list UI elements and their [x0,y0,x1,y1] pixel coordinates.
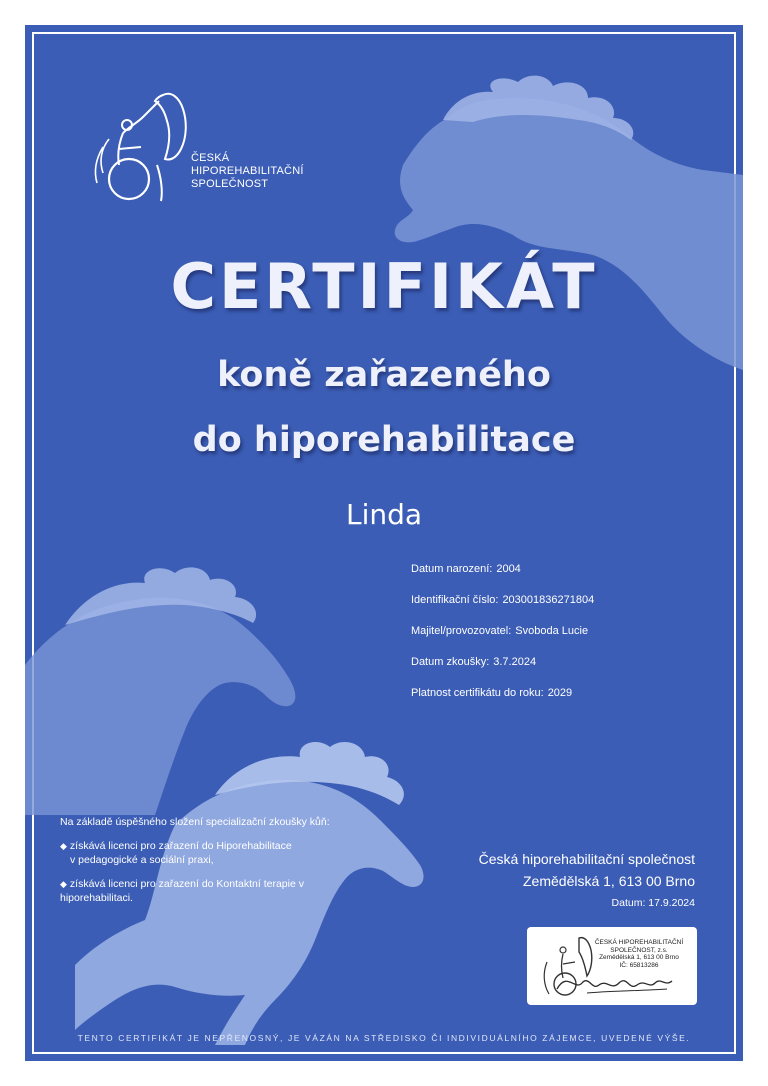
certificate [25,25,743,1061]
logo [83,87,303,207]
issue-date: Datum: 17.9.2024 [611,897,695,909]
horse-info-list [411,563,594,718]
basis-intro: Na základě úspěšného složení specializační zkoušky kůň: [60,816,330,828]
info-label: Identifikační číslo: [411,594,499,606]
horse-name: Linda [345,498,423,531]
logo-line-3: SPOLEČNOST [191,178,269,190]
stamp-line-3: Zemědělská 1, 613 00 Brno [599,954,679,961]
info-label: Datum narození: [411,563,493,575]
info-row-birth-date [411,563,594,594]
info-label: Platnost certifikátu do roku: [411,687,544,699]
stamp-line-4: IČ: 65813286 [619,961,659,969]
logo-line-1: ČESKÁ [191,152,230,164]
basis-item-2 [60,877,380,905]
license-basis [60,815,380,905]
info-row-id-number [411,594,594,625]
logo-line-2: HIPOREHABILITAČNÍ [191,165,304,177]
info-value: Svoboda Lucie [515,625,589,637]
info-row-owner [411,625,594,656]
basis-item-2-line-1: získává licenci pro zařazení do Kontaktní terapie v [69,878,304,890]
info-row-validity [411,687,594,718]
info-value: 2029 [547,687,573,699]
basis-item-1-line-2: v pedagogické a sociální praxi, [70,854,214,866]
footer-note: TENTO CERTIFIKÁT JE NEPŘENOSNÝ, JE VÁZÁN NA STŘEDISKO ČI INDIVIDUÁLNÍHO ZÁJEMCE, UVEDENÉ VÝŠE. [77,1033,691,1043]
basis-item-1-line-1: získává licenci pro zařazení do Hiporehabilitace [69,840,292,852]
diamond-bullet-icon: ◆ [60,841,67,851]
certificate-title: CERTIFIKÁT [170,250,598,323]
stamp-line-1: ČESKÁ HIPOREHABILITAČNÍ [594,939,684,946]
stamp-signature [527,927,697,1005]
basis-item-2-line-2: hiporehabilitaci. [60,892,133,904]
issuer-address: Zemědělská 1, 613 00 Brno [523,873,695,889]
info-label: Datum zkoušky: [411,656,490,668]
handwritten-signature [537,961,687,1001]
info-value: 203001836271804 [502,594,595,606]
info-value: 3.7.2024 [493,656,537,668]
issuer-name: Česká hiporehabilitační společnost [478,851,695,867]
info-value: 2004 [496,563,521,575]
issuer-block [479,848,695,912]
certificate-subtitle-line-1: koně zařazeného [217,355,551,395]
info-label: Majitel/provozovatel: [411,625,512,637]
logo-text [191,152,304,191]
info-row-exam-date [411,656,594,687]
diamond-bullet-icon: ◆ [60,879,67,889]
certificate-subtitle-line-2: do hiporehabilitace [192,420,576,460]
horse-top-right-illustration [343,70,743,380]
stamp-line-2: SPOLEČNOST, z.s. [610,946,668,954]
basis-item-1 [60,839,380,867]
horse-rider-wheelchair-icon [83,87,193,202]
